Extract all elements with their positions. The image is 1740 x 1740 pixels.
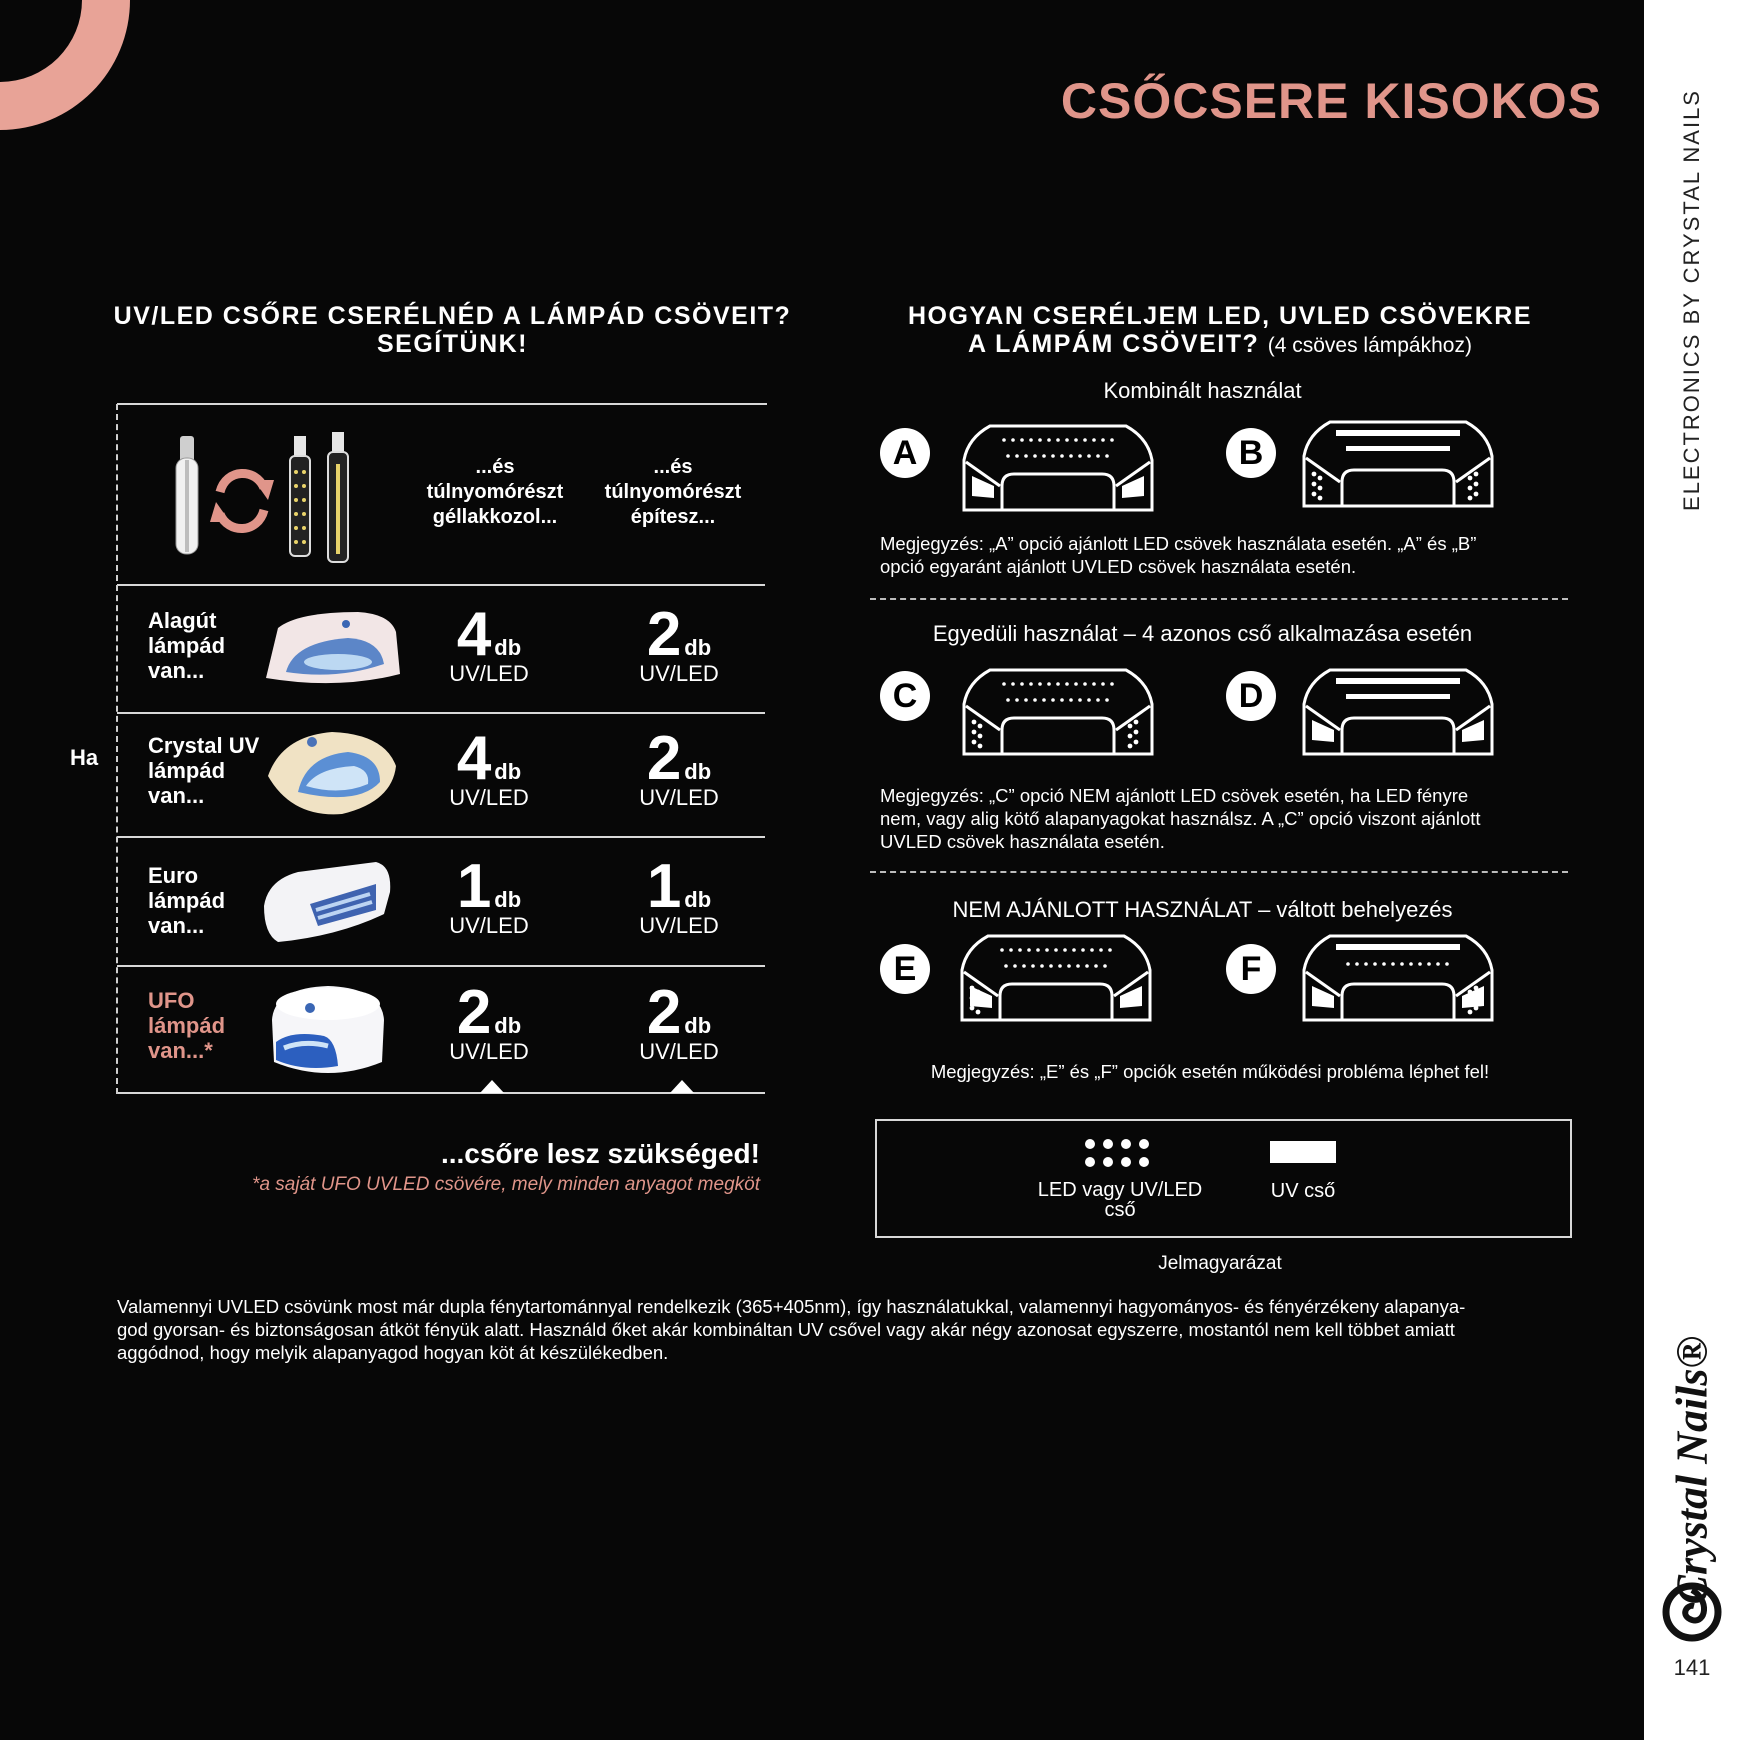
table-divider (117, 712, 765, 714)
table-bottom-line (117, 1092, 765, 1094)
row3-gellakk-count (414, 852, 564, 938)
count-number: 2 (646, 724, 682, 793)
count-number: 2 (646, 600, 682, 669)
tube-type: UV/LED (449, 661, 529, 686)
column-header-epites (588, 455, 758, 530)
row-lamp-name (148, 863, 225, 938)
count-unit: db (684, 1013, 712, 1038)
right-heading (870, 302, 1570, 360)
row-lamp-name (148, 608, 225, 683)
row1-gellakk-count (414, 600, 564, 686)
decorative-arc (0, 0, 140, 140)
note-line: nem, vagy alig kötő alapanyagokat használsz. A „C” opció viszont ajánlott (880, 808, 1481, 829)
note-line: Megjegyzés: „C” opció NEM ajánlott LED csövek esetén, ha LED fényre (880, 785, 1469, 806)
note-line: Megjegyzés: „A” opció ajánlott LED csövek használata esetén. „A” és „B” (880, 533, 1477, 554)
row2-gellakk-count (414, 724, 564, 810)
paragraph-line: Valamennyi UVLED csövünk most már dupla fénytartománnyal rendelkezik (365+405nm), így használatukkal, valamennyi hagyományos- és fényérzékeny alapanya- (117, 1296, 1466, 1317)
count-unit: db (684, 887, 712, 912)
row-lamp-name (148, 988, 225, 1063)
lamp-diagram-c (960, 664, 1156, 760)
section-title-egyeduli: Egyedüli használat – 4 azonos cső alkalmazása esetén (932, 621, 1473, 646)
lamp-diagram-d (1300, 664, 1496, 760)
lamp-name-line: van... (148, 658, 205, 683)
column-header-gellakk (410, 455, 580, 530)
option-badge-a: A (880, 428, 930, 478)
pointer-arrow-icon (670, 1080, 694, 1094)
lamp-name-line: Euro (148, 863, 199, 888)
header-line: ...és (653, 456, 693, 478)
count-number: 4 (456, 600, 492, 669)
header-line: építesz... (630, 506, 716, 528)
legend-line: LED vagy UV/LED (1037, 1179, 1203, 1201)
note-egyeduli (880, 784, 1555, 853)
lamp-name-line: Alagút (148, 608, 217, 633)
ha-label: Ha (70, 745, 99, 770)
lamp-diagram-b (1300, 416, 1496, 516)
uv-tube-icon (1270, 1141, 1336, 1163)
section-divider (870, 598, 1568, 600)
note-line: opció egyaránt ajánlott UVLED csövek használata esetén. (880, 556, 1357, 577)
lamp-diagram-a (960, 420, 1156, 516)
left-heading-line1: UV/LED CSŐRE CSERÉLNÉD A LÁMPÁD CSÖVEIT? (113, 302, 792, 330)
lamp-name-line: van...* (148, 1038, 213, 1063)
brand-swirl-icon (1660, 1580, 1724, 1644)
table-divider (117, 584, 765, 586)
count-unit: db (494, 887, 522, 912)
count-unit: db (494, 759, 522, 784)
header-line: ...és (475, 456, 515, 478)
lamp-diagram-e (958, 930, 1154, 1026)
lamp-diagram-f (1300, 930, 1496, 1026)
table-divider (117, 836, 765, 838)
legend-led-label (1020, 1180, 1220, 1220)
note-line: UVLED csövek használata esetén. (880, 831, 1165, 852)
row4-gellakk-count (414, 978, 564, 1064)
tube-type: UV/LED (639, 785, 719, 810)
left-heading (100, 302, 805, 358)
count-unit: db (494, 1013, 522, 1038)
lamp-name-line: lámpád (148, 888, 226, 913)
count-unit: db (494, 635, 522, 660)
tube-type: UV/LED (639, 1039, 719, 1064)
section-title-nem-ajanlott: NEM AJÁNLOTT HASZNÁLAT – váltott behelyezés (952, 897, 1453, 922)
sidebar-label: ELECTRONICS BY CRYSTAL NAILS (1679, 89, 1704, 511)
header-line: túlnyomórészt (426, 481, 564, 503)
page-title: CSŐCSERE KISOKOS (1060, 73, 1602, 129)
footnote: *a saját UFO UVLED csövére, mely minden anyagot megköt (252, 1174, 760, 1195)
lamp-name-line: van... (148, 783, 205, 808)
tunnel-lamp-image (258, 608, 404, 690)
lamp-name-line: Crystal UV (148, 733, 260, 758)
count-number: 1 (456, 852, 492, 921)
legend-box (875, 1119, 1572, 1238)
table-left-dash (116, 404, 118, 1094)
right-heading-small: (4 csöves lámpákhoz) (1267, 334, 1472, 357)
tube-type: UV/LED (449, 785, 529, 810)
row1-epites-count (604, 600, 754, 686)
option-badge-f: F (1226, 944, 1276, 994)
tube-type: UV/LED (449, 1039, 529, 1064)
option-badge-e: E (880, 944, 930, 994)
legend-line: cső (1104, 1199, 1136, 1221)
tube-type: UV/LED (449, 913, 529, 938)
lamp-name-line: lámpád (148, 1013, 226, 1038)
legend-uv-label: UV cső (1270, 1180, 1336, 1202)
lamp-name-line: UFO (148, 988, 195, 1013)
euro-lamp-image (258, 858, 396, 944)
row3-epites-count (604, 852, 754, 938)
tube-type: UV/LED (639, 661, 719, 686)
right-heading-line2: A LÁMPÁM CSÖVEIT? (968, 330, 1260, 358)
need-tube-text: ...csőre lesz szükséged! (440, 1138, 760, 1169)
lamp-name-line: van... (148, 913, 205, 938)
count-number: 2 (646, 978, 682, 1047)
crystal-uv-lamp-image (262, 726, 402, 822)
count-number: 2 (456, 978, 492, 1047)
legend-caption: Jelmagyarázat (1158, 1253, 1282, 1274)
note-kombinalt (880, 532, 1476, 578)
header-line: géllakkozol... (432, 506, 558, 528)
led-dots-icon (1084, 1138, 1154, 1168)
option-badge-d: D (1226, 671, 1276, 721)
section-divider (870, 871, 1568, 873)
table-divider (117, 965, 765, 967)
header-line: túlnyomórészt (604, 481, 742, 503)
left-heading-line2: SEGÍTÜNK! (377, 330, 528, 358)
brand-logo: Crystal Nails® (1667, 1335, 1717, 1605)
count-number: 4 (456, 724, 492, 793)
paragraph-line: aggódnod, hogy melyik alapanyagod hogyan köt át készülékedben. (117, 1342, 669, 1363)
row-lamp-name (148, 733, 259, 808)
option-badge-c: C (880, 671, 930, 721)
pointer-arrow-icon (480, 1080, 504, 1094)
count-unit: db (684, 635, 712, 660)
lamp-name-line: lámpád (148, 758, 226, 783)
right-heading-line1: HOGYAN CSERÉLJEM LED, UVLED CSÖVEKRE (907, 302, 1532, 330)
option-badge-b: B (1226, 428, 1276, 478)
row2-epites-count (604, 724, 754, 810)
paragraph-line: god gyorsan- és biztonságosan átköt fényük alatt. Használd őket akár kombináltan UV csővel vagy akár négy azonosat egyszerre, mostantól nem kell többet amiatt (117, 1319, 1455, 1340)
tube-type: UV/LED (639, 913, 719, 938)
bottom-paragraph (117, 1295, 1577, 1364)
tube-swap-illustration (170, 430, 370, 570)
page-number: 141 (1673, 1655, 1711, 1680)
section-title-kombinalt: Kombinált használat (1103, 378, 1302, 403)
count-number: 1 (646, 852, 682, 921)
row4-epites-count (604, 978, 754, 1064)
count-unit: db (684, 759, 712, 784)
note-nem-ajanlott: Megjegyzés: „E” és „F” opciók esetén működési probléma léphet fel! (930, 1061, 1490, 1082)
table-top-line (117, 403, 767, 405)
ufo-lamp-image (264, 980, 392, 1084)
lamp-name-line: lámpád (148, 633, 226, 658)
